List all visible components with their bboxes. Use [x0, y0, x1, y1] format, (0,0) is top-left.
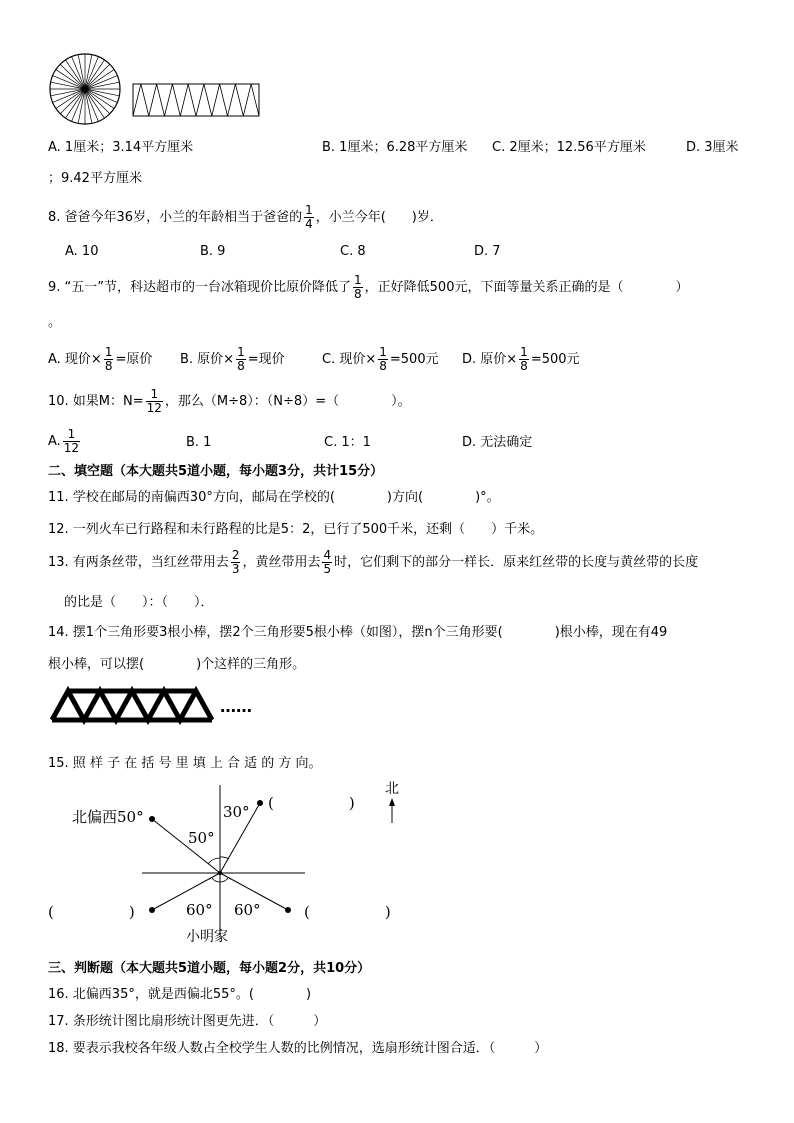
triangle-sticks-figure [48, 686, 218, 726]
q16-text: 16. 北偏西35°，就是西偏北55°。( ) [48, 987, 312, 1002]
q8-option-c: C. 8 [340, 244, 366, 259]
q9-option-d: D. 原价× $\frac{1}{8}$ =500元 [462, 345, 580, 373]
direction-diagram [40, 775, 420, 950]
q8-option-a: A. 10 [65, 244, 99, 259]
blank-right: ( ) [304, 903, 391, 921]
q18-text: 18. 要表示我校各年级人数占全校学生人数的比例情况，选扇形统计图合适．（ ） [48, 1041, 548, 1056]
q7-option-a: A. 1厘米；3.14平方厘米 [48, 140, 194, 155]
fraction: $\frac{1}{8}$ [354, 273, 362, 301]
q12-text: 12. 一列火车已行路程和未行路程的比是5：2，已行了500千米，还剩（ ）千米。 [48, 522, 544, 537]
q9-stem: 9. “五一”节，科达超市的一台冰箱现价比原价降低了 $\frac{1}{8}$ ，正好降低500元，下面等量关系正确的是（ ） [48, 273, 689, 301]
q10-option-d: D. 无法确定 [462, 435, 533, 450]
q8-stem: 8. 爸爸今年36岁，小兰的年龄相当于爸爸的 $\frac{1}{4}$ ，小兰今年( )岁． [48, 203, 443, 231]
q15-text: 15. 照 样 子 在 括 号 里 填 上 合 适 的 方 向。 [48, 756, 322, 771]
angle-60-right: 60° [234, 901, 261, 919]
q9-option-a: A. 现价× $\frac{1}{8}$ =原价 [48, 345, 153, 373]
q9-option-b: B. 原价× $\frac{1}{8}$ =现价 [180, 345, 285, 373]
q9-stem-end: 。 [48, 315, 62, 330]
angle-60-left: 60° [186, 901, 213, 919]
q10-stem: 10. 如果M：N= $\frac{1}{12}$ ，那么（M÷8）：（N÷8）=（ ）。 [48, 387, 411, 415]
q14-ellipsis: …… [220, 697, 252, 716]
section-3-title: 三、判断题（本大题共5道小题，每小题2分，共10分） [48, 961, 371, 976]
north-label: 北 [385, 781, 399, 797]
q7-option-c: C. 2厘米；12.56平方厘米 [492, 140, 646, 155]
home-label: 小明家 [186, 929, 228, 945]
zigzag-rearranged-figure [132, 82, 260, 118]
angle-30: 30° [223, 803, 250, 821]
q10-option-a: A. $\frac{1}{12}$ [48, 427, 80, 455]
q13-stem: 13. 有两条丝带，当红丝带用去 $\frac{2}{3}$ ，黄丝带用去 $\frac{4}{5}$ 时，它们剩下的部分一样长．原来红丝带的长度与黄丝带的长度 [48, 548, 699, 576]
q11-text: 11. 学校在邮局的南偏西30°方向，邮局在学校的( )方向( )°。 [48, 490, 500, 505]
q14-line1: 14. 摆1个三角形要3根小棒，摆2个三角形要5根小棒（如图），摆n个三角形要( )根小棒，现在有49 [48, 625, 668, 640]
q13-line2: 的比是（ ）：（ ）． [64, 595, 214, 610]
q10-option-b: B. 1 [186, 435, 212, 450]
q7-option-b: B. 1厘米；6.28平方厘米 [322, 140, 468, 155]
fraction: $\frac{1}{12}$ [146, 387, 162, 415]
q8-option-b: B. 9 [200, 244, 226, 259]
angle-50: 50° [188, 829, 215, 847]
q9-option-c: C. 现价× $\frac{1}{8}$ =500元 [322, 345, 439, 373]
q17-text: 17. 条形统计图比扇形统计图更先进．（ ） [48, 1014, 327, 1029]
q7-option-d-cont: ；9.42平方厘米 [48, 171, 142, 186]
q14-line2: 根小棒，可以摆( )个这样的三角形。 [48, 657, 306, 672]
section-2-title: 二、填空题（本大题共5道小题，每小题3分，共计15分） [48, 464, 384, 479]
label-example: 北偏西50° [72, 808, 144, 826]
circle-sector-figure [48, 52, 122, 126]
fraction: $\frac{1}{4}$ [305, 203, 313, 231]
q7-option-d: D. 3厘米 [686, 140, 739, 155]
blank-top: ( ) [268, 794, 355, 812]
blank-left: ( ) [48, 903, 135, 921]
q10-option-c: C. 1：1 [324, 435, 371, 450]
q8-option-d: D. 7 [474, 244, 501, 259]
